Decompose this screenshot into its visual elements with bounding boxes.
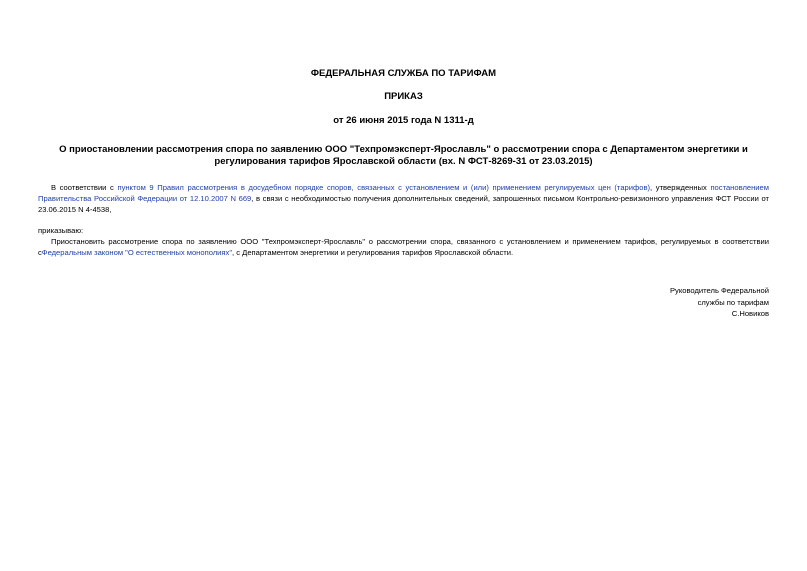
organization-heading: ФЕДЕРАЛЬНАЯ СЛУЖБА ПО ТАРИФАМ: [310, 68, 497, 79]
signature-position-line-1: Руководитель Федеральной: [669, 286, 769, 295]
preamble-text-3: , в связи с необходимостью получения дополнительных сведений, запрошенных письмом Контрольно-ревизионного управления ФСТ России от 23.06.2015 N 4-4538,: [38, 194, 769, 214]
order-paragraph: [38, 236, 769, 258]
signature-block: [670, 285, 769, 320]
order-word: приказываю:: [38, 226, 84, 235]
signature-name: С.Новиков: [731, 309, 769, 318]
signature-position-line-2: службы по тарифам: [697, 297, 769, 307]
document-type-heading: ПРИКАЗ: [384, 91, 423, 102]
order-text-2: , с Департаментом энергетики и регулирования тарифов Ярославской области.: [232, 248, 514, 257]
rules-point-9-link[interactable]: пунктом 9 Правил рассмотрения в досудебном порядке споров, связанных с установлением и (или) применением регулируемых цен (тарифов): [117, 183, 651, 192]
preamble-paragraph: [38, 182, 769, 215]
document-date-number: от 26 июня 2015 года N 1311-д: [333, 115, 474, 126]
government-resolution-link[interactable]: постановлением Правительства Российской Федерации от 12.10.2007 N 669: [38, 183, 769, 203]
order-text-1: Приостановить рассмотрение спора по заявлению ООО "Техпромэксперт-Ярославль" о рассмотрении спора, связанного с установлением и применением тарифов, регулируемых в соответствии с: [38, 237, 769, 257]
preamble-text-2: , утвержденных: [650, 183, 711, 192]
federal-law-link[interactable]: Федеральным законом "О естественных монополиях": [41, 248, 233, 257]
document-subject: О приостановлении рассмотрения спора по заявлению ООО "Техпромэксперт-Ярославль" о рассмотрении спора с Департаментом энергетики и регулирования тарифов Ярославской области (вх. N ФСТ-8269-31 от 23.03.2015): [59, 144, 748, 167]
preamble-text-1: В соответствии с: [51, 183, 118, 192]
